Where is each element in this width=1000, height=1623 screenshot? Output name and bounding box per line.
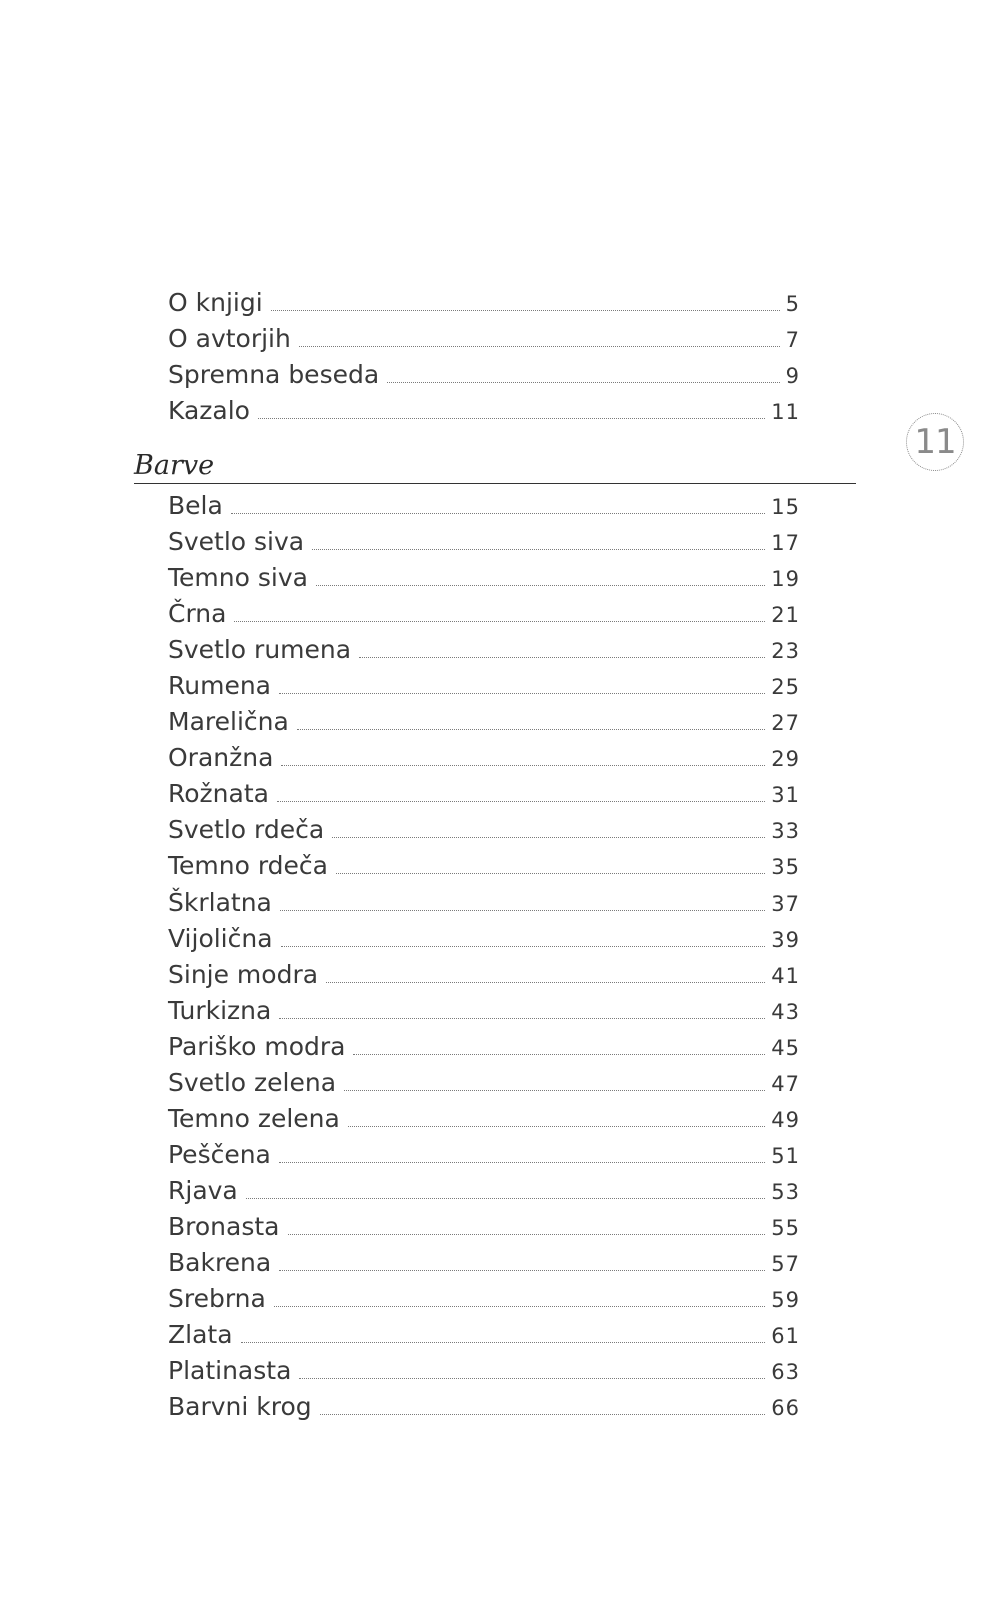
toc-entry-label: Svetlo rdeča (168, 815, 325, 844)
toc-entry-page: 49 (771, 1108, 800, 1132)
dot-leader (312, 549, 765, 550)
toc-entry[interactable] (168, 1203, 800, 1239)
toc-entry-page: 9 (785, 364, 800, 388)
toc-entry-label: Rumena (168, 671, 271, 700)
toc-entry-page: 39 (771, 928, 800, 952)
dot-leader (316, 585, 765, 586)
dot-leader (258, 418, 765, 419)
dot-leader (279, 1018, 765, 1019)
toc-entry-page: 17 (771, 531, 800, 555)
toc-entry-label: Rožnata (168, 779, 269, 808)
toc-entry-label: Turkizna (168, 996, 272, 1025)
dot-leader (336, 873, 765, 874)
dot-leader (344, 1090, 765, 1091)
toc-entry-page: 51 (771, 1144, 800, 1168)
toc-entry[interactable] (168, 1167, 800, 1203)
dot-leader (387, 382, 779, 383)
toc-entry-label: Rjava (168, 1176, 238, 1205)
toc-entry-label: Srebrna (168, 1284, 266, 1313)
toc-entry[interactable] (168, 1347, 800, 1383)
toc-entry-page: 15 (771, 495, 800, 519)
toc-entry-label: O avtorjih (168, 324, 291, 353)
toc-entry-page: 5 (785, 292, 800, 316)
toc-entry-label: O knjigi (168, 288, 263, 317)
toc-entry[interactable] (168, 770, 800, 806)
toc-entry[interactable] (168, 734, 800, 770)
toc-entry-page: 35 (771, 855, 800, 879)
dot-leader (279, 1162, 765, 1163)
toc-entry-page: 66 (771, 1396, 800, 1420)
toc-entry-label: Platinasta (168, 1356, 292, 1385)
dot-leader (353, 1054, 765, 1055)
dot-leader (297, 729, 765, 730)
dot-leader (359, 657, 765, 658)
toc-entry-label: Marelična (168, 707, 289, 736)
toc-entry[interactable] (168, 987, 800, 1023)
toc-entry[interactable] (168, 1311, 800, 1347)
toc-entry-label: Svetlo zelena (168, 1068, 337, 1097)
toc-entry[interactable] (168, 351, 800, 387)
dot-leader (348, 1126, 765, 1127)
toc-entry-page: 23 (771, 639, 800, 663)
toc-entry[interactable] (168, 806, 800, 842)
toc-entry-label: Bronasta (168, 1212, 280, 1241)
toc-entry-label: Barvni krog (168, 1392, 312, 1421)
dot-leader (332, 837, 765, 838)
toc-entry-page: 37 (771, 892, 800, 916)
toc-entry-page: 7 (785, 328, 800, 352)
toc-entry-page: 63 (771, 1360, 800, 1384)
toc-entry-label: Temno rdeča (168, 851, 328, 880)
dot-leader (241, 1342, 766, 1343)
toc-entry-label: Zlata (168, 1320, 233, 1349)
dot-leader (320, 1414, 766, 1415)
dot-leader (326, 982, 765, 983)
toc-entry-label: Črna (168, 599, 227, 628)
dot-leader (279, 693, 765, 694)
toc-entry-label: Peščena (168, 1140, 271, 1169)
dot-leader (281, 946, 766, 947)
dot-leader (246, 1198, 766, 1199)
toc-entry-label: Oranžna (168, 743, 274, 772)
toc-entry-label: Vijolična (168, 924, 273, 953)
toc-entry-page: 57 (771, 1252, 800, 1276)
toc-entry[interactable] (168, 1383, 800, 1419)
toc-entry[interactable] (168, 842, 800, 878)
toc-entry-page: 47 (771, 1072, 800, 1096)
toc-entry-page: 61 (771, 1324, 800, 1348)
toc-entry-page: 31 (771, 783, 800, 807)
toc-entry-page: 11 (771, 400, 800, 424)
section-heading: Barve (134, 450, 215, 481)
toc-entry[interactable] (168, 315, 800, 351)
toc-entry[interactable] (168, 879, 800, 915)
toc-entry-page: 33 (771, 819, 800, 843)
dot-leader (277, 801, 765, 802)
toc-entry-label: Svetlo rumena (168, 635, 352, 664)
toc-entry-label: Sinje modra (168, 960, 319, 989)
toc-entry[interactable] (168, 626, 800, 662)
toc-entry-page: 29 (771, 747, 800, 771)
toc-entry[interactable] (168, 518, 800, 554)
toc-entry-label: Kazalo (168, 396, 250, 425)
toc-entry-page: 25 (771, 675, 800, 699)
dot-leader (299, 346, 780, 347)
dot-leader (281, 765, 765, 766)
toc-entry[interactable] (168, 279, 800, 315)
toc-entry[interactable] (168, 387, 800, 423)
toc-entry-label: Bela (168, 491, 223, 520)
toc-entry[interactable] (168, 1095, 800, 1131)
toc-entry[interactable] (168, 554, 800, 590)
dot-leader (234, 621, 765, 622)
toc-entry-page: 53 (771, 1180, 800, 1204)
dot-leader (274, 1306, 765, 1307)
toc-entry[interactable] (168, 951, 800, 987)
toc-entry-page: 55 (771, 1216, 800, 1240)
dot-leader (279, 1270, 765, 1271)
toc-entry[interactable] (168, 698, 800, 734)
toc-entry-label: Škrlatna (168, 888, 272, 917)
dot-leader (280, 910, 765, 911)
dot-leader (231, 513, 765, 514)
toc-entry[interactable] (168, 662, 800, 698)
toc-entry[interactable] (168, 915, 800, 951)
page-number-badge: 11 (906, 413, 964, 471)
dot-leader (271, 310, 780, 311)
toc-entry[interactable] (168, 1239, 800, 1275)
toc-entry-label: Bakrena (168, 1248, 272, 1277)
toc-entry-page: 21 (771, 603, 800, 627)
toc-entry[interactable] (168, 482, 800, 518)
toc-entry-page: 45 (771, 1036, 800, 1060)
toc-entry-label: Temno zelena (168, 1104, 340, 1133)
toc-entry-page: 27 (771, 711, 800, 735)
toc-entry-page: 59 (771, 1288, 800, 1312)
toc-entry[interactable] (168, 1275, 800, 1311)
toc-entry-label: Svetlo siva (168, 527, 305, 556)
toc-entry-label: Temno siva (168, 563, 308, 592)
toc-entry-label: Pariško modra (168, 1032, 346, 1061)
toc-entry-page: 41 (771, 964, 800, 988)
toc-entry[interactable] (168, 590, 800, 626)
dot-leader (288, 1234, 766, 1235)
toc-entry[interactable] (168, 1059, 800, 1095)
toc-entry-label: Spremna beseda (168, 360, 380, 389)
toc-entry-page: 43 (771, 1000, 800, 1024)
dot-leader (299, 1378, 765, 1379)
toc-entry[interactable] (168, 1023, 800, 1059)
toc-entry-page: 19 (771, 567, 800, 591)
toc-entry[interactable] (168, 1131, 800, 1167)
